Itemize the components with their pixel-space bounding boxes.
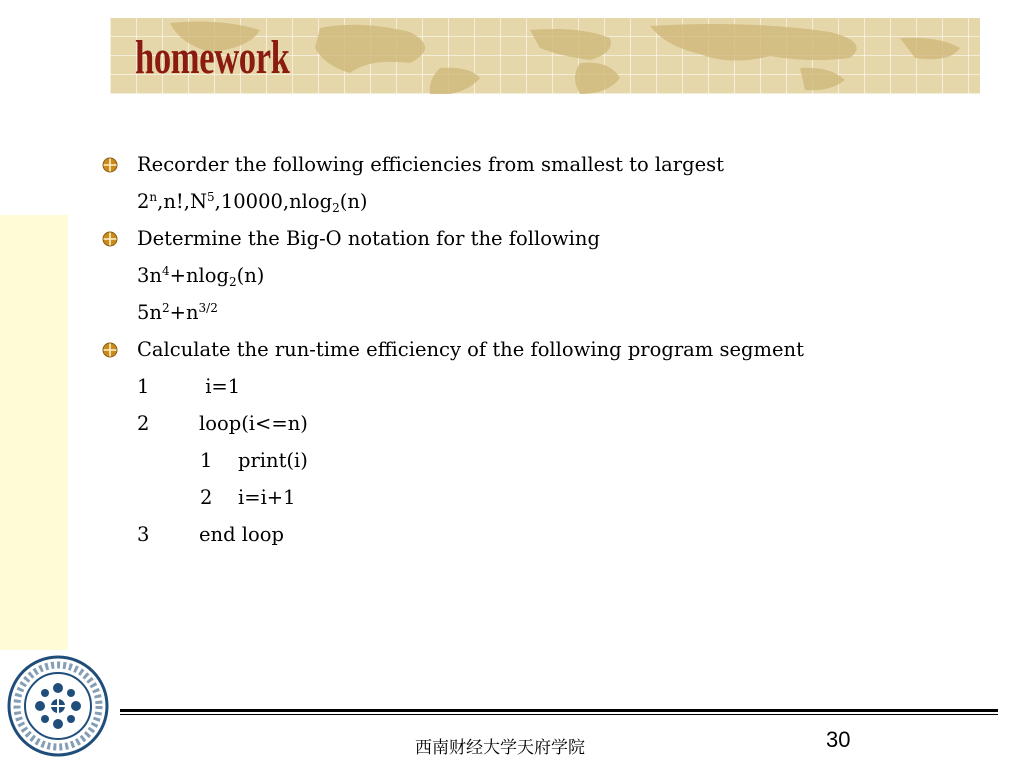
expression-1 xyxy=(137,264,264,287)
page-title: homework xyxy=(135,31,290,84)
expression-2 xyxy=(137,301,218,324)
footer-school-name: 西南财经大学天府学院 xyxy=(415,738,585,758)
footer-rule-thick xyxy=(120,709,998,712)
college-seal-logo xyxy=(6,654,110,758)
expr-part: ,10000,nlog xyxy=(214,190,333,213)
expr-part: (n) xyxy=(339,190,368,213)
code-text: i=1 xyxy=(199,375,241,398)
expr-part: 3n xyxy=(137,264,162,287)
circle-cross-bullet-icon xyxy=(102,231,118,247)
subscript: 2 xyxy=(228,275,237,289)
superscript: n xyxy=(149,190,158,204)
circle-cross-bullet-icon xyxy=(102,157,118,173)
line-number: 1 xyxy=(200,449,213,472)
expr-part: 2 xyxy=(137,190,150,213)
line-number: 1 xyxy=(137,375,150,398)
expr-part: 5n xyxy=(137,301,162,324)
line-number: 3 xyxy=(137,523,150,546)
bullet-text: Determine the Big-O notation for the following xyxy=(137,227,600,250)
expr-part: (n) xyxy=(236,264,265,287)
program-line xyxy=(137,523,284,546)
program-line xyxy=(137,486,296,509)
circle-cross-bullet-icon xyxy=(102,342,118,358)
program-line xyxy=(137,412,308,435)
program-line xyxy=(137,375,240,398)
line-number: 2 xyxy=(200,486,213,509)
subscript: 2 xyxy=(332,201,340,215)
bullet-text: Recorder the following efficiencies from smallest to largest xyxy=(137,153,724,176)
bullet-item-3 xyxy=(137,338,804,361)
superscript: 4 xyxy=(161,264,170,278)
page-number: 30 xyxy=(826,727,851,752)
expr-part: ,n!,N xyxy=(157,190,208,213)
efficiencies-list xyxy=(137,190,368,213)
expr-part: +nlog xyxy=(169,264,229,287)
expr-part: +n xyxy=(169,301,199,324)
superscript: 5 xyxy=(207,190,215,204)
code-text: i=i+1 xyxy=(238,486,296,509)
line-number: 2 xyxy=(137,412,150,435)
code-text: end loop xyxy=(199,523,284,546)
superscript: 3/2 xyxy=(198,301,218,315)
superscript: 2 xyxy=(161,301,170,315)
bullet-item-2 xyxy=(137,227,600,250)
program-line xyxy=(137,449,308,472)
code-text: loop(i<=n) xyxy=(199,412,308,435)
bullet-text: Calculate the run-time efficiency of the following program segment xyxy=(137,338,804,361)
bullet-item-1 xyxy=(137,153,724,176)
code-text: print(i) xyxy=(238,449,308,472)
footer-rule-thin xyxy=(120,714,998,715)
